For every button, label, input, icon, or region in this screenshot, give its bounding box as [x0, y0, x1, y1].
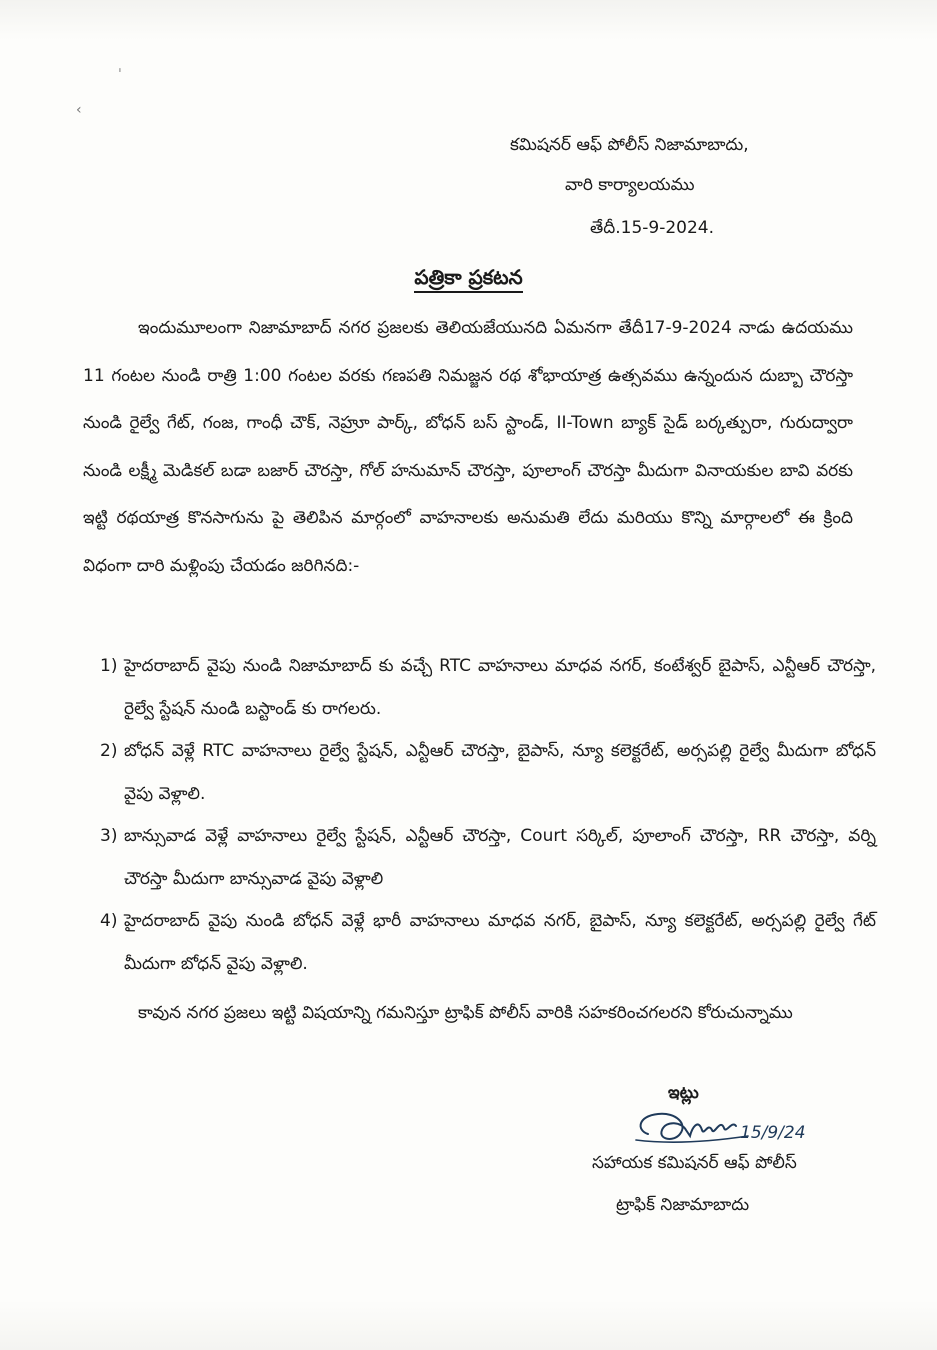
page-title	[0, 262, 937, 292]
signoff-unit: ట్రాఫిక్ నిజామాబాదు	[616, 1195, 750, 1215]
closing-paragraph: కావున నగర ప్రజలు ఇట్టి విషయాన్ని గమనిస్తూ ట్రాఫిక్ పోలీస్ వారికి సహకరించగలరని కోరుచున్నాము	[138, 1003, 793, 1023]
diversion-text: హైదరాబాద్ వైపు నుండి నిజామాబాద్ కు వచ్చే RTC వాహనాలు మాధవ నగర్, కంటేశ్వర్ బైపాస్, ఎన్టీఆర్ చౌరస్తా, రైల్వే స్టేషన్ నుండి బస్టాండ్ కు రాగలరు.	[124, 656, 876, 719]
page-title-text: పత్రికా ప్రకటన	[414, 265, 522, 293]
signature-stroke	[641, 1114, 736, 1139]
header-date: తేదీ.15-9-2024.	[590, 218, 715, 238]
diversion-text: హైదరాబాద్ వైపు నుండి బోధన్ వెళ్లే భారీ వాహనాలు మాధవ నగర్, బైపాస్, న్యూ కలెక్టరేట్, అర్సపల్లి రైల్వే గేట్ మీదుగా బోధన్ వైపు వెళ్లాలి.	[124, 911, 876, 974]
scan-speck: ‹	[76, 102, 82, 118]
diversion-item	[100, 900, 876, 986]
diversion-number: 4)	[100, 911, 118, 931]
signature-underline	[636, 1136, 748, 1142]
diversion-number: 1)	[100, 656, 118, 676]
diversion-item	[100, 730, 876, 816]
diversion-text: బాన్సువాడ వెళ్లే వాహనాలు రైల్వే స్టేషన్, ఎన్టీఆర్ చౌరస్తా, Court సర్కిల్, పూలాంగ్ చౌరస్తా, RR చౌరస్తా, వర్ని చౌరస్తా మీదుగా బాన్సువాడ వైపు వెళ్లాలి	[124, 826, 876, 889]
diversion-item	[100, 645, 876, 731]
diversion-number: 2)	[100, 741, 118, 761]
diversion-item	[100, 815, 876, 901]
scan-speck: ˈ	[118, 67, 122, 83]
signoff-itlu: ఇట్లు	[668, 1083, 699, 1103]
header-office: కమిషనర్ ఆఫ్ పోలీస్ నిజామాబాదు,	[510, 135, 749, 155]
diversion-number: 3)	[100, 826, 118, 846]
intro-paragraph: ఇందుమూలంగా నిజామాబాద్ నగర ప్రజలకు తెలియజేయునది ఏమనగా తేదీ17-9-2024 నాడు ఉదయము 11 గంటల నుండి రాత్రి 1:00 గంటల వరకు గణపతి నిమజ్జన రథ శోభాయాత్ర ఉత్సవము ఉన్నందున దుబ్బా చౌరస్తా నుండి రైల్వే గేట్, గంజ, గాంధీ చౌక్, నెహ్రూ పార్క్, బోధన్ బస్ స్టాండ్, II-Town బ్యాక్ సైడ్ బర్కత్పురా, గురుద్వారా నుండి లక్ష్మీ మెడికల్ బడా బజార్ చౌరస్తా, గోల్ హనుమాన్ చౌరస్తా, పూలాంగ్ చౌరస్తా మీదుగా వినాయకుల బావి వరకు ఇట్టి రథయాత్ర కొనసాగును పై తెలిపిన మార్గంలో వాహనాలకు అనుమతి లేదు మరియు కొన్ని మార్గాలలో ఈ క్రింది విధంగా దారి మళ్లింపు చేయడం జరిగినది:-	[83, 318, 853, 576]
diversion-text: బోధన్ వెళ్లే RTC వాహనాలు రైల్వే స్టేషన్, ఎన్టీఆర్ చౌరస్తా, బైపాస్, న్యూ కలెక్టరేట్, అర్సపల్లి రైల్వే మీదుగా బోధన్ వైపు వెళ్లాలి.	[124, 741, 876, 804]
signoff-role: సహాయక కమిషనర్ ఆఫ్ పోలీస్	[592, 1153, 797, 1173]
signature-date: 15/9/24	[740, 1123, 806, 1143]
header-department: వారి కార్యాలయము	[565, 175, 695, 195]
